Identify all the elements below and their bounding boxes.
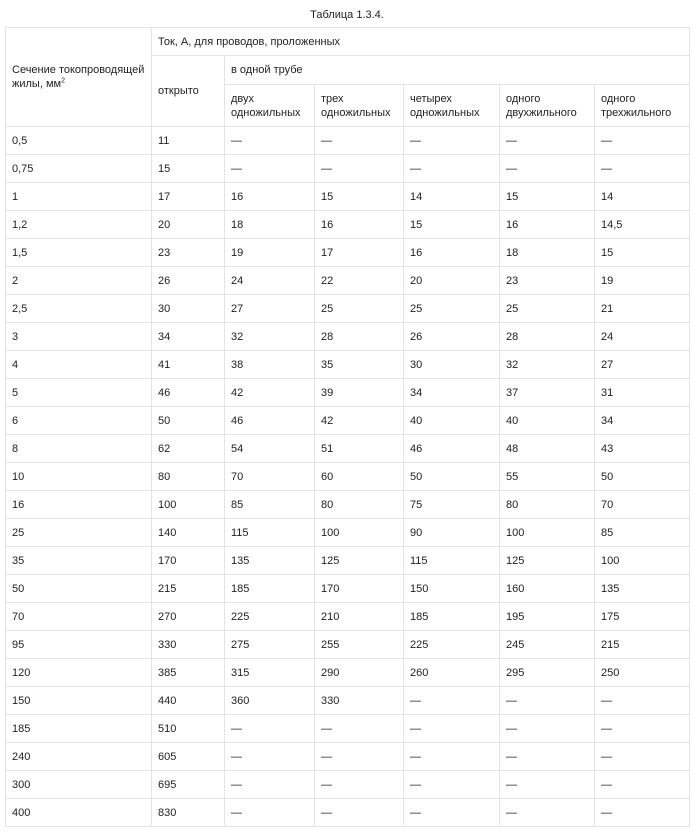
cell-open: 140 — [152, 519, 225, 547]
cell-one-two-core: 16 — [500, 211, 595, 239]
cell-one-three-core: — — [595, 743, 690, 771]
cell-two-single-core: 46 — [225, 407, 315, 435]
cell-one-two-core: 160 — [500, 575, 595, 603]
cell-two-single-core: 85 — [225, 491, 315, 519]
cell-section: 0,5 — [6, 127, 152, 155]
table-row — [6, 491, 690, 519]
cell-four-single-core: 46 — [404, 435, 500, 463]
cell-one-two-core: 15 — [500, 183, 595, 211]
cell-section: 1,5 — [6, 239, 152, 267]
cell-section: 5 — [6, 379, 152, 407]
cell-three-single-core: 60 — [315, 463, 404, 491]
cell-one-three-core: — — [595, 771, 690, 799]
cell-section: 1 — [6, 183, 152, 211]
cell-one-three-core: — — [595, 687, 690, 715]
cell-one-three-core: — — [595, 127, 690, 155]
cell-section: 120 — [6, 659, 152, 687]
cell-two-single-core: 54 — [225, 435, 315, 463]
cell-one-two-core: 195 — [500, 603, 595, 631]
cell-open: 170 — [152, 547, 225, 575]
cell-one-three-core: 21 — [595, 295, 690, 323]
cell-two-single-core: 19 — [225, 239, 315, 267]
cell-section: 0,75 — [6, 155, 152, 183]
cell-open: 62 — [152, 435, 225, 463]
table-body — [6, 127, 690, 827]
cell-section: 4 — [6, 351, 152, 379]
cell-section: 95 — [6, 631, 152, 659]
cell-three-single-core: — — [315, 799, 404, 827]
cell-open: 605 — [152, 743, 225, 771]
cell-one-three-core: 14,5 — [595, 211, 690, 239]
table-row — [6, 463, 690, 491]
cell-two-single-core: 135 — [225, 547, 315, 575]
cell-section: 6 — [6, 407, 152, 435]
cell-three-single-core: — — [315, 715, 404, 743]
cell-four-single-core: 260 — [404, 659, 500, 687]
table-row — [6, 127, 690, 155]
cell-two-single-core: — — [225, 771, 315, 799]
cell-open: 215 — [152, 575, 225, 603]
cell-section: 1,2 — [6, 211, 152, 239]
cell-one-two-core: 28 — [500, 323, 595, 351]
header-one-two-core: одного двухжильного — [500, 85, 595, 127]
header-section-cell — [6, 28, 152, 127]
cell-four-single-core: 50 — [404, 463, 500, 491]
cell-three-single-core: 25 — [315, 295, 404, 323]
cell-two-single-core: — — [225, 799, 315, 827]
cell-one-three-core: — — [595, 799, 690, 827]
header-section-sup: 2 — [61, 77, 65, 85]
cell-three-single-core: 170 — [315, 575, 404, 603]
cell-one-three-core: 24 — [595, 323, 690, 351]
cell-open: 41 — [152, 351, 225, 379]
cell-section: 2 — [6, 267, 152, 295]
table-row — [6, 435, 690, 463]
cell-one-two-core: 100 — [500, 519, 595, 547]
cell-open: 100 — [152, 491, 225, 519]
cell-one-three-core: — — [595, 155, 690, 183]
cell-one-two-core: 55 — [500, 463, 595, 491]
cell-three-single-core: 42 — [315, 407, 404, 435]
cell-section: 50 — [6, 575, 152, 603]
cell-two-single-core: 27 — [225, 295, 315, 323]
cell-one-three-core: 43 — [595, 435, 690, 463]
cell-one-two-core: — — [500, 155, 595, 183]
cell-three-single-core: — — [315, 127, 404, 155]
cell-section: 185 — [6, 715, 152, 743]
cell-three-single-core: 28 — [315, 323, 404, 351]
header-one-three-core: одного трехжильного — [595, 85, 690, 127]
cell-one-two-core: — — [500, 127, 595, 155]
cell-four-single-core: 15 — [404, 211, 500, 239]
cell-open: 80 — [152, 463, 225, 491]
cell-one-three-core: — — [595, 715, 690, 743]
cell-two-single-core: 70 — [225, 463, 315, 491]
cell-four-single-core: — — [404, 771, 500, 799]
table-row — [6, 631, 690, 659]
cell-three-single-core: 100 — [315, 519, 404, 547]
cell-section: 3 — [6, 323, 152, 351]
cell-one-three-core: 175 — [595, 603, 690, 631]
cell-three-single-core: 39 — [315, 379, 404, 407]
cell-one-two-core: — — [500, 715, 595, 743]
cell-one-two-core: 23 — [500, 267, 595, 295]
cell-two-single-core: — — [225, 715, 315, 743]
header-open: открыто — [152, 56, 225, 127]
table-row — [6, 379, 690, 407]
cell-three-single-core: — — [315, 743, 404, 771]
cell-four-single-core: 16 — [404, 239, 500, 267]
table-row — [6, 323, 690, 351]
table-row — [6, 519, 690, 547]
cell-two-single-core: 115 — [225, 519, 315, 547]
cell-three-single-core: 16 — [315, 211, 404, 239]
cell-section: 10 — [6, 463, 152, 491]
cell-section: 150 — [6, 687, 152, 715]
cell-four-single-core: 14 — [404, 183, 500, 211]
cell-two-single-core: 360 — [225, 687, 315, 715]
table-row — [6, 407, 690, 435]
cell-one-two-core: 25 — [500, 295, 595, 323]
cell-open: 46 — [152, 379, 225, 407]
table-row — [6, 687, 690, 715]
table-header — [6, 28, 690, 127]
cell-three-single-core: 255 — [315, 631, 404, 659]
cell-one-three-core: 14 — [595, 183, 690, 211]
header-current-group: Ток, А, для проводов, проложенных — [152, 28, 690, 56]
header-in-one-pipe: в одной трубе — [225, 56, 690, 85]
cell-one-three-core: 215 — [595, 631, 690, 659]
cell-three-single-core: 51 — [315, 435, 404, 463]
cell-four-single-core: 30 — [404, 351, 500, 379]
cell-open: 11 — [152, 127, 225, 155]
table-row — [6, 603, 690, 631]
cell-one-two-core: 18 — [500, 239, 595, 267]
cell-one-two-core: 37 — [500, 379, 595, 407]
header-row-1 — [6, 28, 690, 56]
cell-four-single-core: 26 — [404, 323, 500, 351]
table-row — [6, 659, 690, 687]
table-row — [6, 267, 690, 295]
cell-open: 830 — [152, 799, 225, 827]
cell-four-single-core: — — [404, 155, 500, 183]
cell-three-single-core: 125 — [315, 547, 404, 575]
cell-one-three-core: 34 — [595, 407, 690, 435]
cell-four-single-core: — — [404, 687, 500, 715]
cell-one-three-core: 50 — [595, 463, 690, 491]
table-row — [6, 155, 690, 183]
cell-four-single-core: 34 — [404, 379, 500, 407]
cell-one-two-core: — — [500, 687, 595, 715]
cell-two-single-core: 315 — [225, 659, 315, 687]
cell-one-two-core: 245 — [500, 631, 595, 659]
cell-open: 20 — [152, 211, 225, 239]
current-table — [5, 27, 690, 827]
cell-four-single-core: 185 — [404, 603, 500, 631]
cell-one-three-core: 70 — [595, 491, 690, 519]
cell-three-single-core: 35 — [315, 351, 404, 379]
cell-one-three-core: 135 — [595, 575, 690, 603]
cell-two-single-core: — — [225, 127, 315, 155]
cell-open: 510 — [152, 715, 225, 743]
cell-section: 16 — [6, 491, 152, 519]
cell-two-single-core: 32 — [225, 323, 315, 351]
cell-open: 34 — [152, 323, 225, 351]
header-two-single-core: двух одножильных — [225, 85, 315, 127]
cell-two-single-core: 18 — [225, 211, 315, 239]
cell-section: 8 — [6, 435, 152, 463]
cell-three-single-core: 210 — [315, 603, 404, 631]
cell-four-single-core: 225 — [404, 631, 500, 659]
table-row — [6, 771, 690, 799]
cell-four-single-core: — — [404, 127, 500, 155]
table-row — [6, 183, 690, 211]
header-four-single-core: четырех одножильных — [404, 85, 500, 127]
cell-four-single-core: 40 — [404, 407, 500, 435]
table-row — [6, 799, 690, 827]
table-row — [6, 295, 690, 323]
cell-one-three-core: 19 — [595, 267, 690, 295]
cell-one-two-core: 40 — [500, 407, 595, 435]
cell-one-two-core: 80 — [500, 491, 595, 519]
cell-four-single-core: — — [404, 743, 500, 771]
cell-three-single-core: — — [315, 155, 404, 183]
table-row — [6, 575, 690, 603]
table-row — [6, 743, 690, 771]
header-section-label: Сечение токопроводящей жилы, мм — [12, 64, 145, 90]
cell-one-two-core: 125 — [500, 547, 595, 575]
cell-three-single-core: 290 — [315, 659, 404, 687]
cell-open: 30 — [152, 295, 225, 323]
cell-open: 26 — [152, 267, 225, 295]
cell-one-three-core: 100 — [595, 547, 690, 575]
cell-section: 70 — [6, 603, 152, 631]
table-row — [6, 211, 690, 239]
cell-open: 23 — [152, 239, 225, 267]
cell-one-two-core: 32 — [500, 351, 595, 379]
cell-open: 270 — [152, 603, 225, 631]
table-row — [6, 239, 690, 267]
cell-two-single-core: 42 — [225, 379, 315, 407]
cell-two-single-core: — — [225, 743, 315, 771]
cell-two-single-core: 38 — [225, 351, 315, 379]
cell-one-two-core: 48 — [500, 435, 595, 463]
cell-section: 35 — [6, 547, 152, 575]
cell-one-three-core: 15 — [595, 239, 690, 267]
cell-three-single-core: — — [315, 771, 404, 799]
header-three-single-core: трех одножильных — [315, 85, 404, 127]
cell-open: 330 — [152, 631, 225, 659]
cell-three-single-core: 330 — [315, 687, 404, 715]
cell-three-single-core: 80 — [315, 491, 404, 519]
cell-two-single-core: — — [225, 155, 315, 183]
cell-open: 695 — [152, 771, 225, 799]
cell-section: 240 — [6, 743, 152, 771]
cell-four-single-core: 25 — [404, 295, 500, 323]
cell-four-single-core: 150 — [404, 575, 500, 603]
cell-section: 300 — [6, 771, 152, 799]
cell-open: 50 — [152, 407, 225, 435]
cell-four-single-core: 75 — [404, 491, 500, 519]
cell-three-single-core: 17 — [315, 239, 404, 267]
cell-one-two-core: 295 — [500, 659, 595, 687]
table-row — [6, 547, 690, 575]
cell-one-three-core: 250 — [595, 659, 690, 687]
cell-open: 440 — [152, 687, 225, 715]
cell-one-three-core: 31 — [595, 379, 690, 407]
cell-one-three-core: 85 — [595, 519, 690, 547]
cell-four-single-core: — — [404, 799, 500, 827]
cell-one-three-core: 27 — [595, 351, 690, 379]
cell-two-single-core: 225 — [225, 603, 315, 631]
cell-open: 385 — [152, 659, 225, 687]
cell-four-single-core: — — [404, 715, 500, 743]
cell-one-two-core: — — [500, 771, 595, 799]
cell-two-single-core: 185 — [225, 575, 315, 603]
table-caption: Таблица 1.3.4. — [310, 9, 384, 21]
cell-two-single-core: 16 — [225, 183, 315, 211]
cell-three-single-core: 22 — [315, 267, 404, 295]
cell-two-single-core: 24 — [225, 267, 315, 295]
cell-two-single-core: 275 — [225, 631, 315, 659]
table-row — [6, 351, 690, 379]
cell-three-single-core: 15 — [315, 183, 404, 211]
cell-one-two-core: — — [500, 743, 595, 771]
cell-four-single-core: 20 — [404, 267, 500, 295]
cell-four-single-core: 115 — [404, 547, 500, 575]
cell-section: 25 — [6, 519, 152, 547]
cell-section: 2,5 — [6, 295, 152, 323]
cell-one-two-core: — — [500, 799, 595, 827]
cell-open: 17 — [152, 183, 225, 211]
cell-section: 400 — [6, 799, 152, 827]
cell-open: 15 — [152, 155, 225, 183]
table-row — [6, 715, 690, 743]
cell-four-single-core: 90 — [404, 519, 500, 547]
